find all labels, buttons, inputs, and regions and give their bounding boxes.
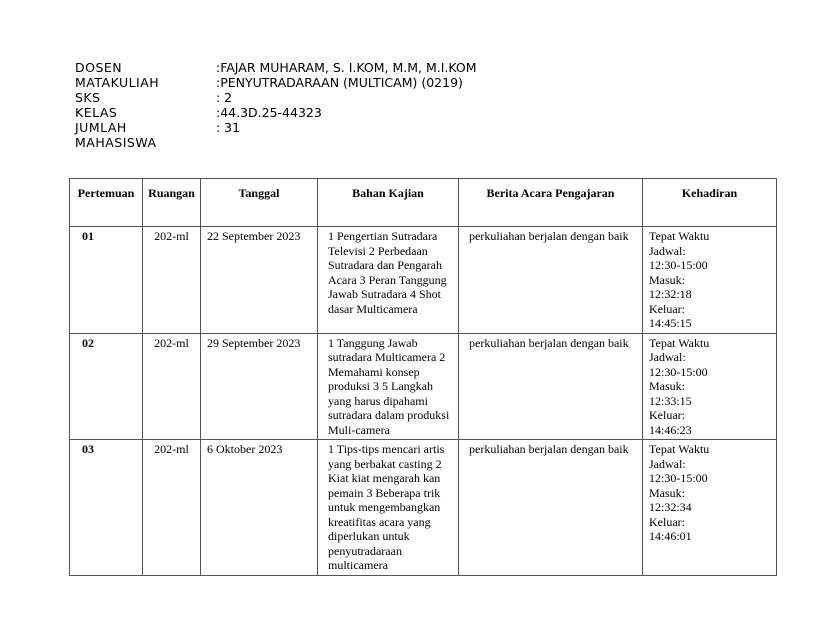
- bahan-line: produksi 3 5 Langkah: [328, 379, 433, 393]
- kehadiran-line: Jadwal:: [649, 456, 686, 471]
- kehadiran-line: Masuk:: [649, 485, 685, 500]
- bahan-line: yang harus dipahami: [328, 393, 428, 408]
- bahan-line: kreatifitas acara yang: [328, 514, 431, 529]
- cell-berita-acara: perkuliahan berjalan dengan baik: [459, 227, 643, 334]
- table-header-row: [70, 179, 777, 227]
- kehadiran-line: 14:45:15: [649, 316, 692, 330]
- kehadiran-line: Jadwal:: [649, 243, 686, 258]
- kehadiran-line: 12:30-15:00: [649, 258, 708, 272]
- cell-tanggal: 22 September 2023: [201, 227, 318, 334]
- kehadiran-line: Tepat Waktu: [649, 442, 710, 456]
- cell-tanggal: 6 Oktober 2023: [201, 440, 318, 576]
- dosen-value: :FAJAR MUHARAM, S. I.KOM, M.M, M.I.KOM: [216, 60, 477, 75]
- kehadiran-line: Masuk:: [649, 272, 685, 287]
- kehadiran-line: Tepat Waktu: [649, 335, 710, 350]
- header-pertemuan: Pertemuan: [70, 179, 143, 227]
- cell-pertemuan: 03: [70, 440, 143, 576]
- kehadiran-line: Keluar:: [649, 514, 685, 529]
- cell-pertemuan: 02: [70, 333, 143, 440]
- kelas-label: KELAS: [75, 105, 118, 120]
- kelas-value: :44.3D.25-44323: [216, 105, 322, 120]
- matakuliah-value: :PENYUTRADARAAN (MULTICAM) (0219): [216, 75, 463, 90]
- kelas-row: [75, 105, 322, 120]
- bahan-line: Kiat kiat mengarah kan: [328, 471, 441, 485]
- kehadiran-line: Keluar:: [649, 301, 685, 316]
- cell-ruangan: 202-ml: [143, 227, 201, 334]
- sks-value: : 2: [216, 90, 233, 105]
- kehadiran-line: 12:32:34: [649, 500, 692, 514]
- jumlah-label-line2: MAHASISWA: [75, 135, 157, 150]
- sks-label: SKS: [75, 90, 101, 105]
- header-ruangan: Ruangan: [143, 179, 201, 227]
- cell-berita-acara: perkuliahan berjalan dengan baik: [459, 333, 643, 440]
- sks-row: [75, 90, 233, 105]
- bahan-line: untuk mengembangkan: [328, 500, 441, 514]
- bahan-line: sutradara Multicamera 2: [328, 350, 446, 364]
- course-info: [75, 60, 477, 150]
- kehadiran-line: 12:30-15:00: [649, 471, 708, 485]
- bahan-line: 1 Tips-tips mencari artis: [328, 442, 445, 456]
- table-row: [70, 227, 777, 334]
- kehadiran-line: 12:33:15: [649, 393, 692, 408]
- cell-ruangan: 202-ml: [143, 440, 201, 576]
- jumlah-row: [75, 120, 241, 150]
- jumlah-value: : 31: [216, 120, 241, 135]
- bahan-line: Sutradara dan Pengarah: [328, 258, 442, 272]
- bahan-line: diperlukan untuk: [328, 529, 410, 543]
- bahan-line: yang berbakat casting 2: [328, 456, 442, 471]
- table-row: [70, 440, 777, 576]
- table-row: [70, 333, 777, 440]
- cell-bahan-kajian: [318, 440, 459, 576]
- kehadiran-line: Jadwal:: [649, 350, 686, 364]
- cell-tanggal: 29 September 2023: [201, 333, 318, 440]
- bahan-line: sutradara dalam produksi: [328, 408, 450, 422]
- matakuliah-row: [75, 75, 463, 90]
- dosen-row: [75, 60, 477, 75]
- cell-bahan-kajian: [318, 227, 459, 334]
- bahan-line: penyutradaraan: [328, 543, 402, 558]
- header-bahan-kajian: Bahan Kajian: [318, 179, 459, 227]
- bahan-line: Jawab Sutradara 4 Shot: [328, 287, 441, 301]
- bahan-line: Acara 3 Peran Tanggung: [328, 272, 447, 287]
- kehadiran-line: Tepat Waktu: [649, 229, 710, 243]
- kehadiran-line: 14:46:23: [649, 422, 692, 437]
- bahan-line: Televisi 2 Perbedaan: [328, 243, 428, 258]
- jumlah-label-line1: JUMLAH: [75, 120, 127, 135]
- jumlah-label: [75, 120, 215, 150]
- kehadiran-line: Keluar:: [649, 408, 685, 422]
- kehadiran-line: 12:32:18: [649, 287, 692, 301]
- header-kehadiran: Kehadiran: [643, 179, 777, 227]
- bahan-line: multicamera: [328, 558, 388, 572]
- cell-berita-acara: perkuliahan berjalan dengan baik: [459, 440, 643, 576]
- matakuliah-label: MATAKULIAH: [75, 75, 160, 90]
- bahan-line: Memahami konsep: [328, 364, 420, 379]
- bahan-line: 1 Tanggung Jawab: [328, 335, 418, 350]
- cell-kehadiran: [643, 227, 777, 334]
- header-tanggal: Tanggal: [201, 179, 318, 227]
- cell-kehadiran: [643, 440, 777, 576]
- kehadiran-line: 14:46:01: [649, 529, 692, 543]
- cell-kehadiran: [643, 333, 777, 440]
- bahan-line: Muli-camera: [328, 422, 390, 437]
- kehadiran-line: Masuk:: [649, 379, 685, 393]
- bahan-line: dasar Multicamera: [328, 301, 418, 316]
- dosen-label: DOSEN: [75, 60, 123, 75]
- attendance-table: [69, 178, 777, 576]
- cell-pertemuan: 01: [70, 227, 143, 334]
- cell-ruangan: 202-ml: [143, 333, 201, 440]
- bahan-line: 1 Pengertian Sutradara: [328, 229, 438, 243]
- cell-bahan-kajian: [318, 333, 459, 440]
- kehadiran-line: 12:30-15:00: [649, 364, 708, 379]
- bahan-line: pemain 3 Beberapa trik: [328, 485, 441, 500]
- header-berita-acara: Berita Acara Pengajaran: [459, 179, 643, 227]
